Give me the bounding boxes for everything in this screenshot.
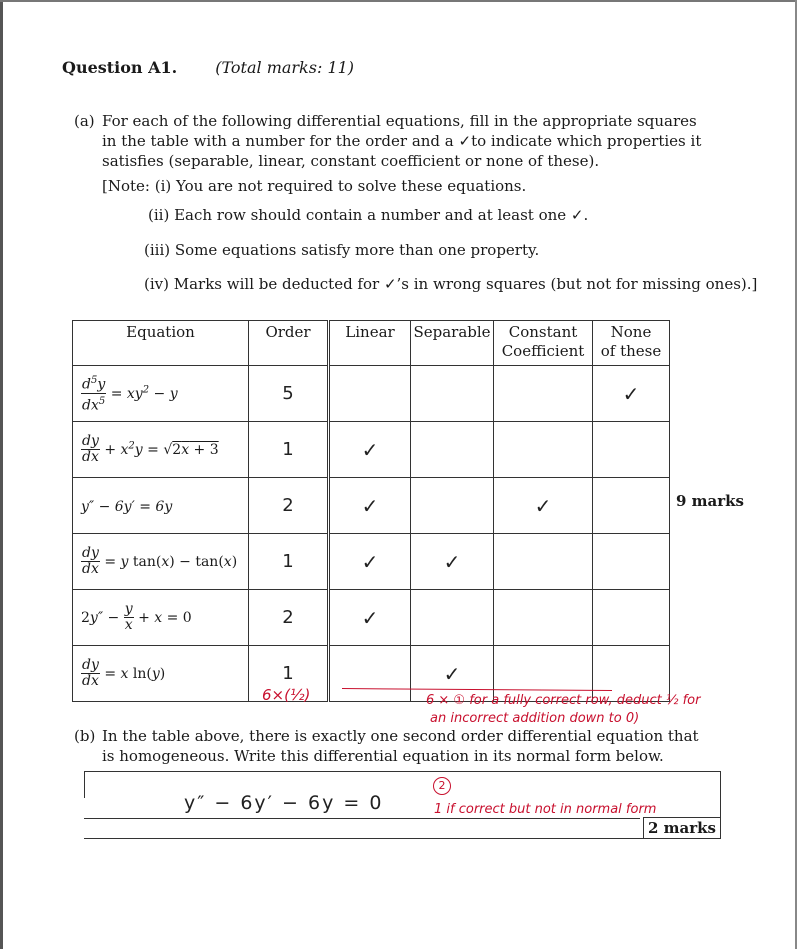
- table-marks: 9 marks: [676, 492, 744, 510]
- order-cell[interactable]: 5: [249, 366, 329, 422]
- separable-cell[interactable]: [411, 422, 494, 478]
- linear-cell[interactable]: ✓: [329, 534, 411, 590]
- equation-3: y″ − 6y′ = 6y: [73, 478, 249, 534]
- page-border-left: [0, 0, 3, 949]
- constant-cell[interactable]: ✓: [494, 478, 593, 534]
- note-3: (iii) Some equations satisfy more than one property.: [144, 241, 540, 259]
- part-b-label: (b): [74, 727, 96, 745]
- header-none: None of these: [593, 321, 670, 366]
- equation-2: $\frac{dy}{dx}$ + $x^2y = √2x + 3$: [73, 422, 249, 478]
- grader-comment-2: an incorrect addition down to 0): [430, 711, 640, 726]
- grader-comment-1: 6 × ① for a fully correct row, deduct ½ for: [426, 693, 701, 708]
- total-marks: (Total marks: 11): [215, 58, 355, 77]
- header-constant-coefficient: Constant Coefficient: [494, 321, 593, 366]
- none-cell[interactable]: [593, 590, 670, 646]
- grader-score: 6×(½): [262, 686, 311, 704]
- answer-line: [84, 818, 640, 819]
- equation-5: 2y″ − $\frac{y}{x}$ + x = 0: [73, 590, 249, 646]
- question-header: [62, 58, 354, 77]
- none-cell[interactable]: [593, 422, 670, 478]
- answer-box-edge: [84, 772, 85, 798]
- answer-table: [72, 320, 670, 702]
- constant-cell[interactable]: [494, 422, 593, 478]
- note-2: (ii) Each row should contain a number and at least one ✓.: [148, 206, 589, 224]
- equation-1: $\frac{d^5y}{dx^5}$ = $xy^2 - y$: [73, 366, 249, 422]
- separable-cell[interactable]: ✓: [411, 534, 494, 590]
- grader-score-b: 2: [433, 777, 451, 795]
- table-row: [73, 534, 670, 590]
- handwritten-answer: y″ − 6y′ − 6y = 0: [184, 792, 384, 814]
- linear-cell[interactable]: [329, 646, 411, 702]
- part-b-marks: 2 marks: [643, 817, 720, 838]
- linear-cell[interactable]: ✓: [329, 478, 411, 534]
- linear-cell[interactable]: ✓: [329, 422, 411, 478]
- table-row: [73, 478, 670, 534]
- header-equation: Equation: [73, 321, 249, 366]
- equation-4: $\frac{dy}{dx}$ = y tan(x) − tan(x): [73, 534, 249, 590]
- grader-comment-b: 1 if correct but not in normal form: [434, 802, 657, 817]
- part-a-label: (a): [74, 112, 95, 130]
- part-a-text: [74, 111, 714, 171]
- table-row: [73, 590, 670, 646]
- equation-6: $\frac{dy}{dx}$ = x ln(y): [73, 646, 249, 702]
- header-separable: Separable: [411, 321, 494, 366]
- separable-cell[interactable]: ✓: [411, 646, 494, 702]
- header-order: Order: [249, 321, 329, 366]
- separable-cell[interactable]: [411, 590, 494, 646]
- part-a-body: For each of the following differential equations, fill in the appropriate squares in the table with a number for the order and a ✓to indicate which properties it satisfies (separable, linear, constant coefficient or none of these).: [102, 112, 702, 170]
- table-row: [73, 366, 670, 422]
- question-title: Question A1.: [62, 58, 178, 77]
- none-cell[interactable]: [593, 478, 670, 534]
- part-b-body: In the table above, there is exactly one second order differential equation that is homogeneous. Write this differential equation in its normal form below.: [102, 727, 699, 765]
- order-cell[interactable]: 1: [249, 646, 329, 702]
- linear-cell[interactable]: ✓: [329, 590, 411, 646]
- constant-cell[interactable]: [494, 534, 593, 590]
- page-border-top: [0, 0, 797, 2]
- none-cell[interactable]: [593, 534, 670, 590]
- order-cell[interactable]: 1: [249, 534, 329, 590]
- linear-cell[interactable]: [329, 366, 411, 422]
- separable-cell[interactable]: [411, 366, 494, 422]
- none-cell[interactable]: ✓: [593, 366, 670, 422]
- grader-score-b-wrap: [433, 777, 451, 795]
- note-1: [Note: (i) You are not required to solve these equations.: [102, 177, 527, 195]
- separable-cell[interactable]: [411, 478, 494, 534]
- order-cell[interactable]: 1: [249, 422, 329, 478]
- note-4: (iv) Marks will be deducted for ✓’s in wrong squares (but not for missing ones).]: [144, 275, 758, 293]
- part-b-text: [74, 726, 714, 766]
- table-row: [73, 422, 670, 478]
- header-linear: Linear: [329, 321, 411, 366]
- order-cell[interactable]: 2: [249, 590, 329, 646]
- constant-cell[interactable]: [494, 366, 593, 422]
- table-header-row: [73, 321, 670, 366]
- constant-cell[interactable]: [494, 590, 593, 646]
- order-cell[interactable]: 2: [249, 478, 329, 534]
